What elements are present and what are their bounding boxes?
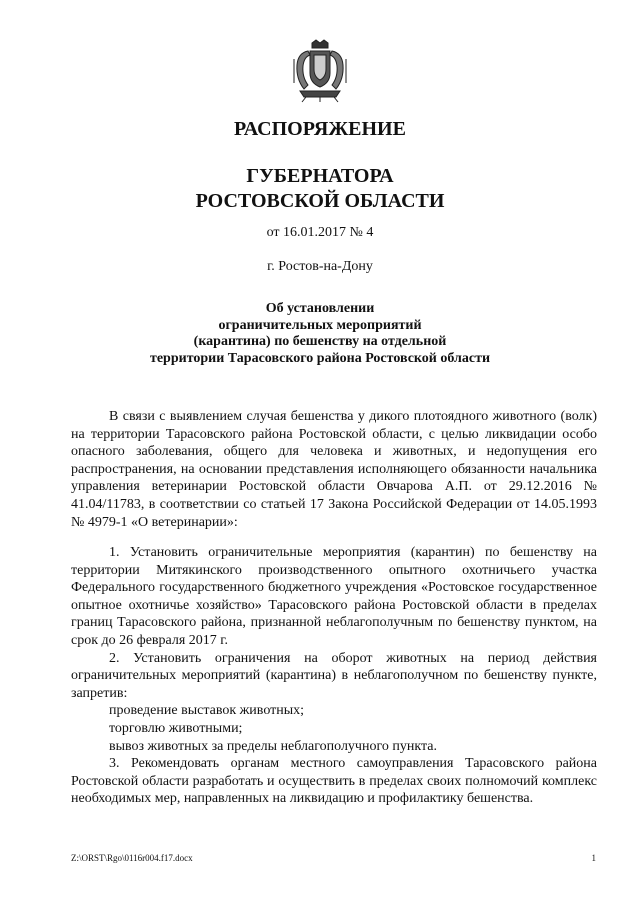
page-number: 1 [591,853,596,863]
subject-line: (карантина) по бешенству на отдельной [193,334,447,349]
item-1: 1. Установить ограничительные мероприятия (карантин) по бешенству на территории Митякинского производственного опытного охотничьего участка Федерального государственного бюджетного учреждения «Ростовское государственное опытное охотничье хозяйство» Тарасовского района Ростовской области в пределах границ Тарасовского района, признанной неблагополучным по бешенству пунктом, на срок до 26 февраля 2017 г. [71,545,597,648]
issuer-line: ГУБЕРНАТОРА [246,165,394,187]
coat-of-arms-icon [292,39,348,103]
subject-title [0,301,640,367]
intro-paragraph: В связи с выявлением случая бешенства у дикого плотоядного животного (волк) на территории Тарасовского района Ростовской области, с целью ликвидации особо опасного заболевания, общего для человека и животных, и недопущения его распространения, на основании представления исполняющего обязанности начальника управления ветеринарии Ростовской области Овчарова А.П. от 29.12.2016 № 41.04/11783, в соответствии со статьей 17 Закона Российской Федерации от 14.05.1993 № 4979-1 «О ветеринарии»: [71,409,597,530]
date-number: от 16.01.2017 № 4 [266,225,374,240]
prohibition-item: торговлю животными; [109,720,243,736]
city: г. Ростов-на-Дону [267,259,373,274]
item-3: 3. Рекомендовать органам местного самоуправления Тарасовского района Ростовской области разработать и осуществить в пределах своих полномочий комплекс необходимых мер, направленных на ликвидацию и профилактику бешенства. [71,756,597,807]
intro-section [71,408,597,531]
subject-line: территории Тарасовского района Ростовской области [149,350,491,366]
issuer-line: РОСТОВСКОЙ ОБЛАСТИ [195,190,445,212]
prohibition-item: вывоз животных за пределы неблагополучного пункта. [109,738,437,754]
items-section [71,544,597,808]
subject-line: Об установлении [265,301,375,316]
file-path: Z:\ORST\Rgo\0116r004.f17.docx [71,853,193,863]
prohibition-item: проведение выставок животных; [109,703,305,719]
item-2: 2. Установить ограничения на оборот животных на период действия ограничительных мероприятий (карантина) в неблагополучном по бешенству пункте, запретив: [71,650,597,701]
document-type: РАСПОРЯЖЕНИЕ [234,118,406,140]
subject-line: ограничительных мероприятий [218,317,422,333]
issuer [0,164,640,214]
